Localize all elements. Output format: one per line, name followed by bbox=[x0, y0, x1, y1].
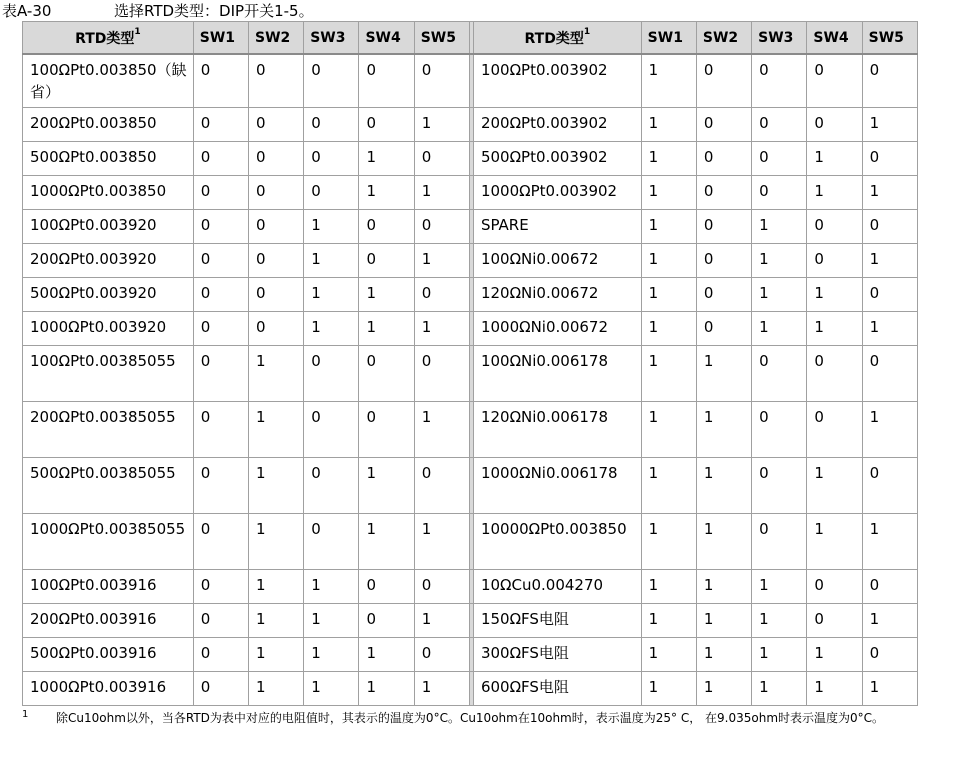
switch-value-cell: 1 bbox=[862, 672, 917, 706]
switch-value-cell: 1 bbox=[414, 514, 469, 570]
switch-value-cell: 1 bbox=[807, 278, 862, 312]
switch-value-cell: 1 bbox=[248, 604, 303, 638]
switch-value-cell: 0 bbox=[193, 346, 248, 402]
switch-value-cell: 0 bbox=[862, 638, 917, 672]
switch-value-cell: 0 bbox=[359, 570, 414, 604]
footnote-text: 除Cu10ohm以外，当各RTD为表中对应的电阻值时，其表示的温度为0°C。Cu10ohm在10ohm时，表示温度为25° C， 在9.035ohm时表示温度为0°C。 bbox=[56, 711, 885, 725]
switch-value-cell: 1 bbox=[359, 142, 414, 176]
switch-value-cell: 1 bbox=[641, 514, 696, 570]
header-sw4-right: SW4 bbox=[807, 22, 862, 55]
switch-value-cell: 1 bbox=[641, 672, 696, 706]
table-row bbox=[23, 278, 918, 312]
switch-value-cell: 0 bbox=[862, 346, 917, 402]
switch-value-cell: 0 bbox=[248, 244, 303, 278]
switch-value-cell: 0 bbox=[414, 278, 469, 312]
switch-value-cell: 1 bbox=[862, 244, 917, 278]
switch-value-cell: 1 bbox=[414, 672, 469, 706]
switch-value-cell: 1 bbox=[304, 570, 359, 604]
switch-value-cell: 0 bbox=[193, 142, 248, 176]
switch-value-cell: 1 bbox=[414, 244, 469, 278]
switch-value-cell: 1 bbox=[359, 638, 414, 672]
header-sw3-left: SW3 bbox=[304, 22, 359, 55]
switch-value-cell: 1 bbox=[807, 176, 862, 210]
switch-value-cell: 1 bbox=[359, 176, 414, 210]
switch-value-cell: 1 bbox=[696, 346, 751, 402]
switch-value-cell: 0 bbox=[304, 176, 359, 210]
switch-value-cell: 1 bbox=[641, 458, 696, 514]
switch-value-cell: 0 bbox=[696, 210, 751, 244]
table-row bbox=[23, 402, 918, 458]
switch-value-cell: 0 bbox=[862, 54, 917, 108]
rtd-type-cell: 1000ΩNi0.00672 bbox=[473, 312, 641, 346]
table-header-row bbox=[23, 22, 918, 55]
rtd-type-cell: 100ΩPt0.003916 bbox=[23, 570, 194, 604]
header-sw3-right: SW3 bbox=[752, 22, 807, 55]
table-row bbox=[23, 514, 918, 570]
switch-value-cell: 0 bbox=[248, 312, 303, 346]
switch-value-cell: 1 bbox=[862, 176, 917, 210]
switch-value-cell: 1 bbox=[248, 570, 303, 604]
switch-value-cell: 0 bbox=[696, 312, 751, 346]
table-row bbox=[23, 638, 918, 672]
switch-value-cell: 0 bbox=[414, 54, 469, 108]
switch-value-cell: 1 bbox=[641, 312, 696, 346]
table-title: 选择RTD类型：DIP开关1-5。 bbox=[114, 2, 314, 20]
switch-value-cell: 0 bbox=[304, 108, 359, 142]
switch-value-cell: 1 bbox=[807, 312, 862, 346]
rtd-dip-switch-table bbox=[22, 21, 918, 706]
switch-value-cell: 1 bbox=[752, 244, 807, 278]
table-row bbox=[23, 570, 918, 604]
switch-value-cell: 1 bbox=[359, 514, 414, 570]
switch-value-cell: 1 bbox=[304, 604, 359, 638]
switch-value-cell: 0 bbox=[807, 402, 862, 458]
switch-value-cell: 1 bbox=[304, 312, 359, 346]
switch-value-cell: 1 bbox=[641, 142, 696, 176]
rtd-type-cell: 200ΩPt0.003850 bbox=[23, 108, 194, 142]
rtd-type-cell: 500ΩPt0.00385055 bbox=[23, 458, 194, 514]
switch-value-cell: 1 bbox=[696, 672, 751, 706]
switch-value-cell: 1 bbox=[696, 514, 751, 570]
rtd-type-cell: 100ΩPt0.003902 bbox=[473, 54, 641, 108]
switch-value-cell: 0 bbox=[359, 108, 414, 142]
switch-value-cell: 0 bbox=[752, 142, 807, 176]
switch-value-cell: 0 bbox=[752, 176, 807, 210]
switch-value-cell: 1 bbox=[359, 312, 414, 346]
switch-value-cell: 0 bbox=[193, 312, 248, 346]
rtd-type-cell: 200ΩPt0.003920 bbox=[23, 244, 194, 278]
switch-value-cell: 1 bbox=[641, 278, 696, 312]
switch-value-cell: 0 bbox=[248, 278, 303, 312]
rtd-type-cell: 1000ΩNi0.006178 bbox=[473, 458, 641, 514]
switch-value-cell: 1 bbox=[304, 244, 359, 278]
switch-value-cell: 0 bbox=[193, 570, 248, 604]
switch-value-cell: 1 bbox=[807, 514, 862, 570]
switch-value-cell: 0 bbox=[414, 570, 469, 604]
switch-value-cell: 0 bbox=[696, 142, 751, 176]
switch-value-cell: 0 bbox=[248, 210, 303, 244]
table-row bbox=[23, 108, 918, 142]
switch-value-cell: 1 bbox=[641, 176, 696, 210]
rtd-type-cell: 100ΩNi0.006178 bbox=[473, 346, 641, 402]
switch-value-cell: 1 bbox=[248, 458, 303, 514]
switch-value-cell: 0 bbox=[807, 54, 862, 108]
switch-value-cell: 0 bbox=[807, 210, 862, 244]
switch-value-cell: 0 bbox=[304, 402, 359, 458]
footnote-mark: 1 bbox=[22, 709, 29, 720]
switch-value-cell: 1 bbox=[359, 458, 414, 514]
switch-value-cell: 0 bbox=[752, 402, 807, 458]
table-caption bbox=[2, 0, 314, 22]
table-row bbox=[23, 312, 918, 346]
switch-value-cell: 1 bbox=[248, 346, 303, 402]
switch-value-cell: 1 bbox=[641, 244, 696, 278]
rtd-type-cell: 200ΩPt0.003916 bbox=[23, 604, 194, 638]
switch-value-cell: 0 bbox=[807, 346, 862, 402]
switch-value-cell: 1 bbox=[807, 672, 862, 706]
switch-value-cell: 0 bbox=[193, 458, 248, 514]
switch-value-cell: 1 bbox=[359, 278, 414, 312]
switch-value-cell: 1 bbox=[696, 458, 751, 514]
rtd-type-cell: 1000ΩPt0.003902 bbox=[473, 176, 641, 210]
switch-value-cell: 0 bbox=[696, 176, 751, 210]
rtd-type-cell: 500ΩPt0.003902 bbox=[473, 142, 641, 176]
table-row bbox=[23, 458, 918, 514]
switch-value-cell: 0 bbox=[304, 346, 359, 402]
switch-value-cell: 0 bbox=[359, 54, 414, 108]
switch-value-cell: 0 bbox=[193, 244, 248, 278]
switch-value-cell: 0 bbox=[359, 346, 414, 402]
switch-value-cell: 1 bbox=[414, 108, 469, 142]
switch-value-cell: 1 bbox=[752, 570, 807, 604]
switch-value-cell: 1 bbox=[304, 278, 359, 312]
switch-value-cell: 1 bbox=[304, 638, 359, 672]
switch-value-cell: 0 bbox=[807, 604, 862, 638]
switch-value-cell: 1 bbox=[641, 638, 696, 672]
rtd-type-cell: 100ΩPt0.003850（缺省） bbox=[23, 54, 194, 108]
switch-value-cell: 0 bbox=[696, 244, 751, 278]
header-sw5-left: SW5 bbox=[414, 22, 469, 55]
switch-value-cell: 0 bbox=[304, 458, 359, 514]
rtd-type-cell: 10ΩCu0.004270 bbox=[473, 570, 641, 604]
header-sw1-right: SW1 bbox=[641, 22, 696, 55]
switch-value-cell: 1 bbox=[641, 346, 696, 402]
switch-value-cell: 0 bbox=[414, 458, 469, 514]
switch-value-cell: 0 bbox=[696, 108, 751, 142]
header-rtd-type-left: RTD类型$^1$ bbox=[23, 22, 194, 55]
switch-value-cell: 1 bbox=[752, 278, 807, 312]
switch-value-cell: 1 bbox=[414, 604, 469, 638]
switch-value-cell: 1 bbox=[641, 402, 696, 458]
switch-value-cell: 0 bbox=[807, 108, 862, 142]
table-row bbox=[23, 604, 918, 638]
switch-value-cell: 1 bbox=[752, 638, 807, 672]
table-row bbox=[23, 176, 918, 210]
switch-value-cell: 0 bbox=[752, 54, 807, 108]
switch-value-cell: 1 bbox=[304, 672, 359, 706]
switch-value-cell: 0 bbox=[193, 604, 248, 638]
switch-value-cell: 1 bbox=[359, 672, 414, 706]
rtd-type-cell: 1000ΩPt0.003916 bbox=[23, 672, 194, 706]
switch-value-cell: 1 bbox=[696, 638, 751, 672]
switch-value-cell: 0 bbox=[862, 210, 917, 244]
switch-value-cell: 0 bbox=[696, 54, 751, 108]
switch-value-cell: 1 bbox=[414, 176, 469, 210]
rtd-type-cell: 300ΩFS电阻 bbox=[473, 638, 641, 672]
switch-value-cell: 0 bbox=[862, 142, 917, 176]
switch-value-cell: 0 bbox=[359, 210, 414, 244]
switch-value-cell: 1 bbox=[641, 604, 696, 638]
switch-value-cell: 0 bbox=[752, 346, 807, 402]
rtd-type-cell: 500ΩPt0.003916 bbox=[23, 638, 194, 672]
switch-value-cell: 0 bbox=[862, 458, 917, 514]
table-row bbox=[23, 346, 918, 402]
switch-value-cell: 0 bbox=[414, 638, 469, 672]
switch-value-cell: 0 bbox=[248, 142, 303, 176]
rtd-type-cell: 200ΩPt0.00385055 bbox=[23, 402, 194, 458]
switch-value-cell: 0 bbox=[807, 244, 862, 278]
switch-value-cell: 1 bbox=[414, 312, 469, 346]
table-number: 表A-30 bbox=[2, 2, 52, 20]
switch-value-cell: 1 bbox=[414, 402, 469, 458]
switch-value-cell: 1 bbox=[696, 402, 751, 458]
switch-value-cell: 0 bbox=[248, 54, 303, 108]
switch-value-cell: 0 bbox=[248, 176, 303, 210]
rtd-type-cell: SPARE bbox=[473, 210, 641, 244]
table-row bbox=[23, 54, 918, 108]
switch-value-cell: 0 bbox=[862, 570, 917, 604]
rtd-type-cell: 1000ΩPt0.003850 bbox=[23, 176, 194, 210]
header-sw2-right: SW2 bbox=[696, 22, 751, 55]
header-sw1-left: SW1 bbox=[193, 22, 248, 55]
switch-value-cell: 1 bbox=[752, 604, 807, 638]
switch-value-cell: 0 bbox=[304, 514, 359, 570]
switch-value-cell: 1 bbox=[641, 108, 696, 142]
switch-value-cell: 0 bbox=[414, 210, 469, 244]
switch-value-cell: 1 bbox=[304, 210, 359, 244]
switch-value-cell: 0 bbox=[696, 278, 751, 312]
switch-value-cell: 1 bbox=[807, 458, 862, 514]
switch-value-cell: 0 bbox=[193, 402, 248, 458]
table-row bbox=[23, 210, 918, 244]
switch-value-cell: 1 bbox=[752, 210, 807, 244]
rtd-type-cell: 600ΩFS电阻 bbox=[473, 672, 641, 706]
switch-value-cell: 1 bbox=[248, 402, 303, 458]
rtd-type-cell: 120ΩNi0.00672 bbox=[473, 278, 641, 312]
switch-value-cell: 1 bbox=[807, 142, 862, 176]
switch-value-cell: 0 bbox=[248, 108, 303, 142]
switch-value-cell: 1 bbox=[752, 672, 807, 706]
switch-value-cell: 1 bbox=[641, 570, 696, 604]
rtd-type-cell: 10000ΩPt0.003850 bbox=[473, 514, 641, 570]
rtd-type-cell: 100ΩNi0.00672 bbox=[473, 244, 641, 278]
switch-value-cell: 0 bbox=[414, 142, 469, 176]
switch-value-cell: 1 bbox=[641, 54, 696, 108]
switch-value-cell: 1 bbox=[862, 604, 917, 638]
switch-value-cell: 0 bbox=[359, 604, 414, 638]
switch-value-cell: 1 bbox=[807, 638, 862, 672]
switch-value-cell: 0 bbox=[193, 278, 248, 312]
rtd-type-cell: 1000ΩPt0.003920 bbox=[23, 312, 194, 346]
switch-value-cell: 0 bbox=[414, 346, 469, 402]
switch-value-cell: 0 bbox=[359, 402, 414, 458]
switch-value-cell: 0 bbox=[193, 210, 248, 244]
switch-value-cell: 0 bbox=[359, 244, 414, 278]
switch-value-cell: 0 bbox=[304, 142, 359, 176]
switch-value-cell: 0 bbox=[862, 278, 917, 312]
switch-value-cell: 0 bbox=[193, 514, 248, 570]
switch-value-cell: 1 bbox=[696, 604, 751, 638]
switch-value-cell: 0 bbox=[752, 458, 807, 514]
rtd-type-cell: 1000ΩPt0.00385055 bbox=[23, 514, 194, 570]
table-row bbox=[23, 142, 918, 176]
switch-value-cell: 1 bbox=[248, 638, 303, 672]
switch-value-cell: 1 bbox=[862, 402, 917, 458]
table-row bbox=[23, 672, 918, 706]
rtd-type-cell: 200ΩPt0.003902 bbox=[473, 108, 641, 142]
header-rtd-type-right: RTD类型$^1$ bbox=[473, 22, 641, 55]
rtd-type-cell: 500ΩPt0.003920 bbox=[23, 278, 194, 312]
rtd-type-cell: 120ΩNi0.006178 bbox=[473, 402, 641, 458]
switch-value-cell: 0 bbox=[752, 514, 807, 570]
switch-value-cell: 1 bbox=[862, 514, 917, 570]
switch-value-cell: 0 bbox=[752, 108, 807, 142]
switch-value-cell: 0 bbox=[193, 176, 248, 210]
switch-value-cell: 0 bbox=[193, 108, 248, 142]
rtd-type-cell: 150ΩFS电阻 bbox=[473, 604, 641, 638]
switch-value-cell: 1 bbox=[752, 312, 807, 346]
switch-value-cell: 0 bbox=[193, 638, 248, 672]
switch-value-cell: 0 bbox=[193, 54, 248, 108]
switch-value-cell: 0 bbox=[193, 672, 248, 706]
header-sw4-left: SW4 bbox=[359, 22, 414, 55]
switch-value-cell: 1 bbox=[862, 312, 917, 346]
switch-value-cell: 0 bbox=[807, 570, 862, 604]
switch-value-cell: 1 bbox=[641, 210, 696, 244]
header-sw2-left: SW2 bbox=[248, 22, 303, 55]
switch-value-cell: 0 bbox=[304, 54, 359, 108]
switch-value-cell: 1 bbox=[248, 672, 303, 706]
rtd-type-cell: 100ΩPt0.00385055 bbox=[23, 346, 194, 402]
switch-value-cell: 1 bbox=[862, 108, 917, 142]
table-row bbox=[23, 244, 918, 278]
rtd-type-cell: 500ΩPt0.003850 bbox=[23, 142, 194, 176]
switch-value-cell: 1 bbox=[248, 514, 303, 570]
header-sw5-right: SW5 bbox=[862, 22, 917, 55]
switch-value-cell: 1 bbox=[696, 570, 751, 604]
rtd-type-cell: 100ΩPt0.003920 bbox=[23, 210, 194, 244]
